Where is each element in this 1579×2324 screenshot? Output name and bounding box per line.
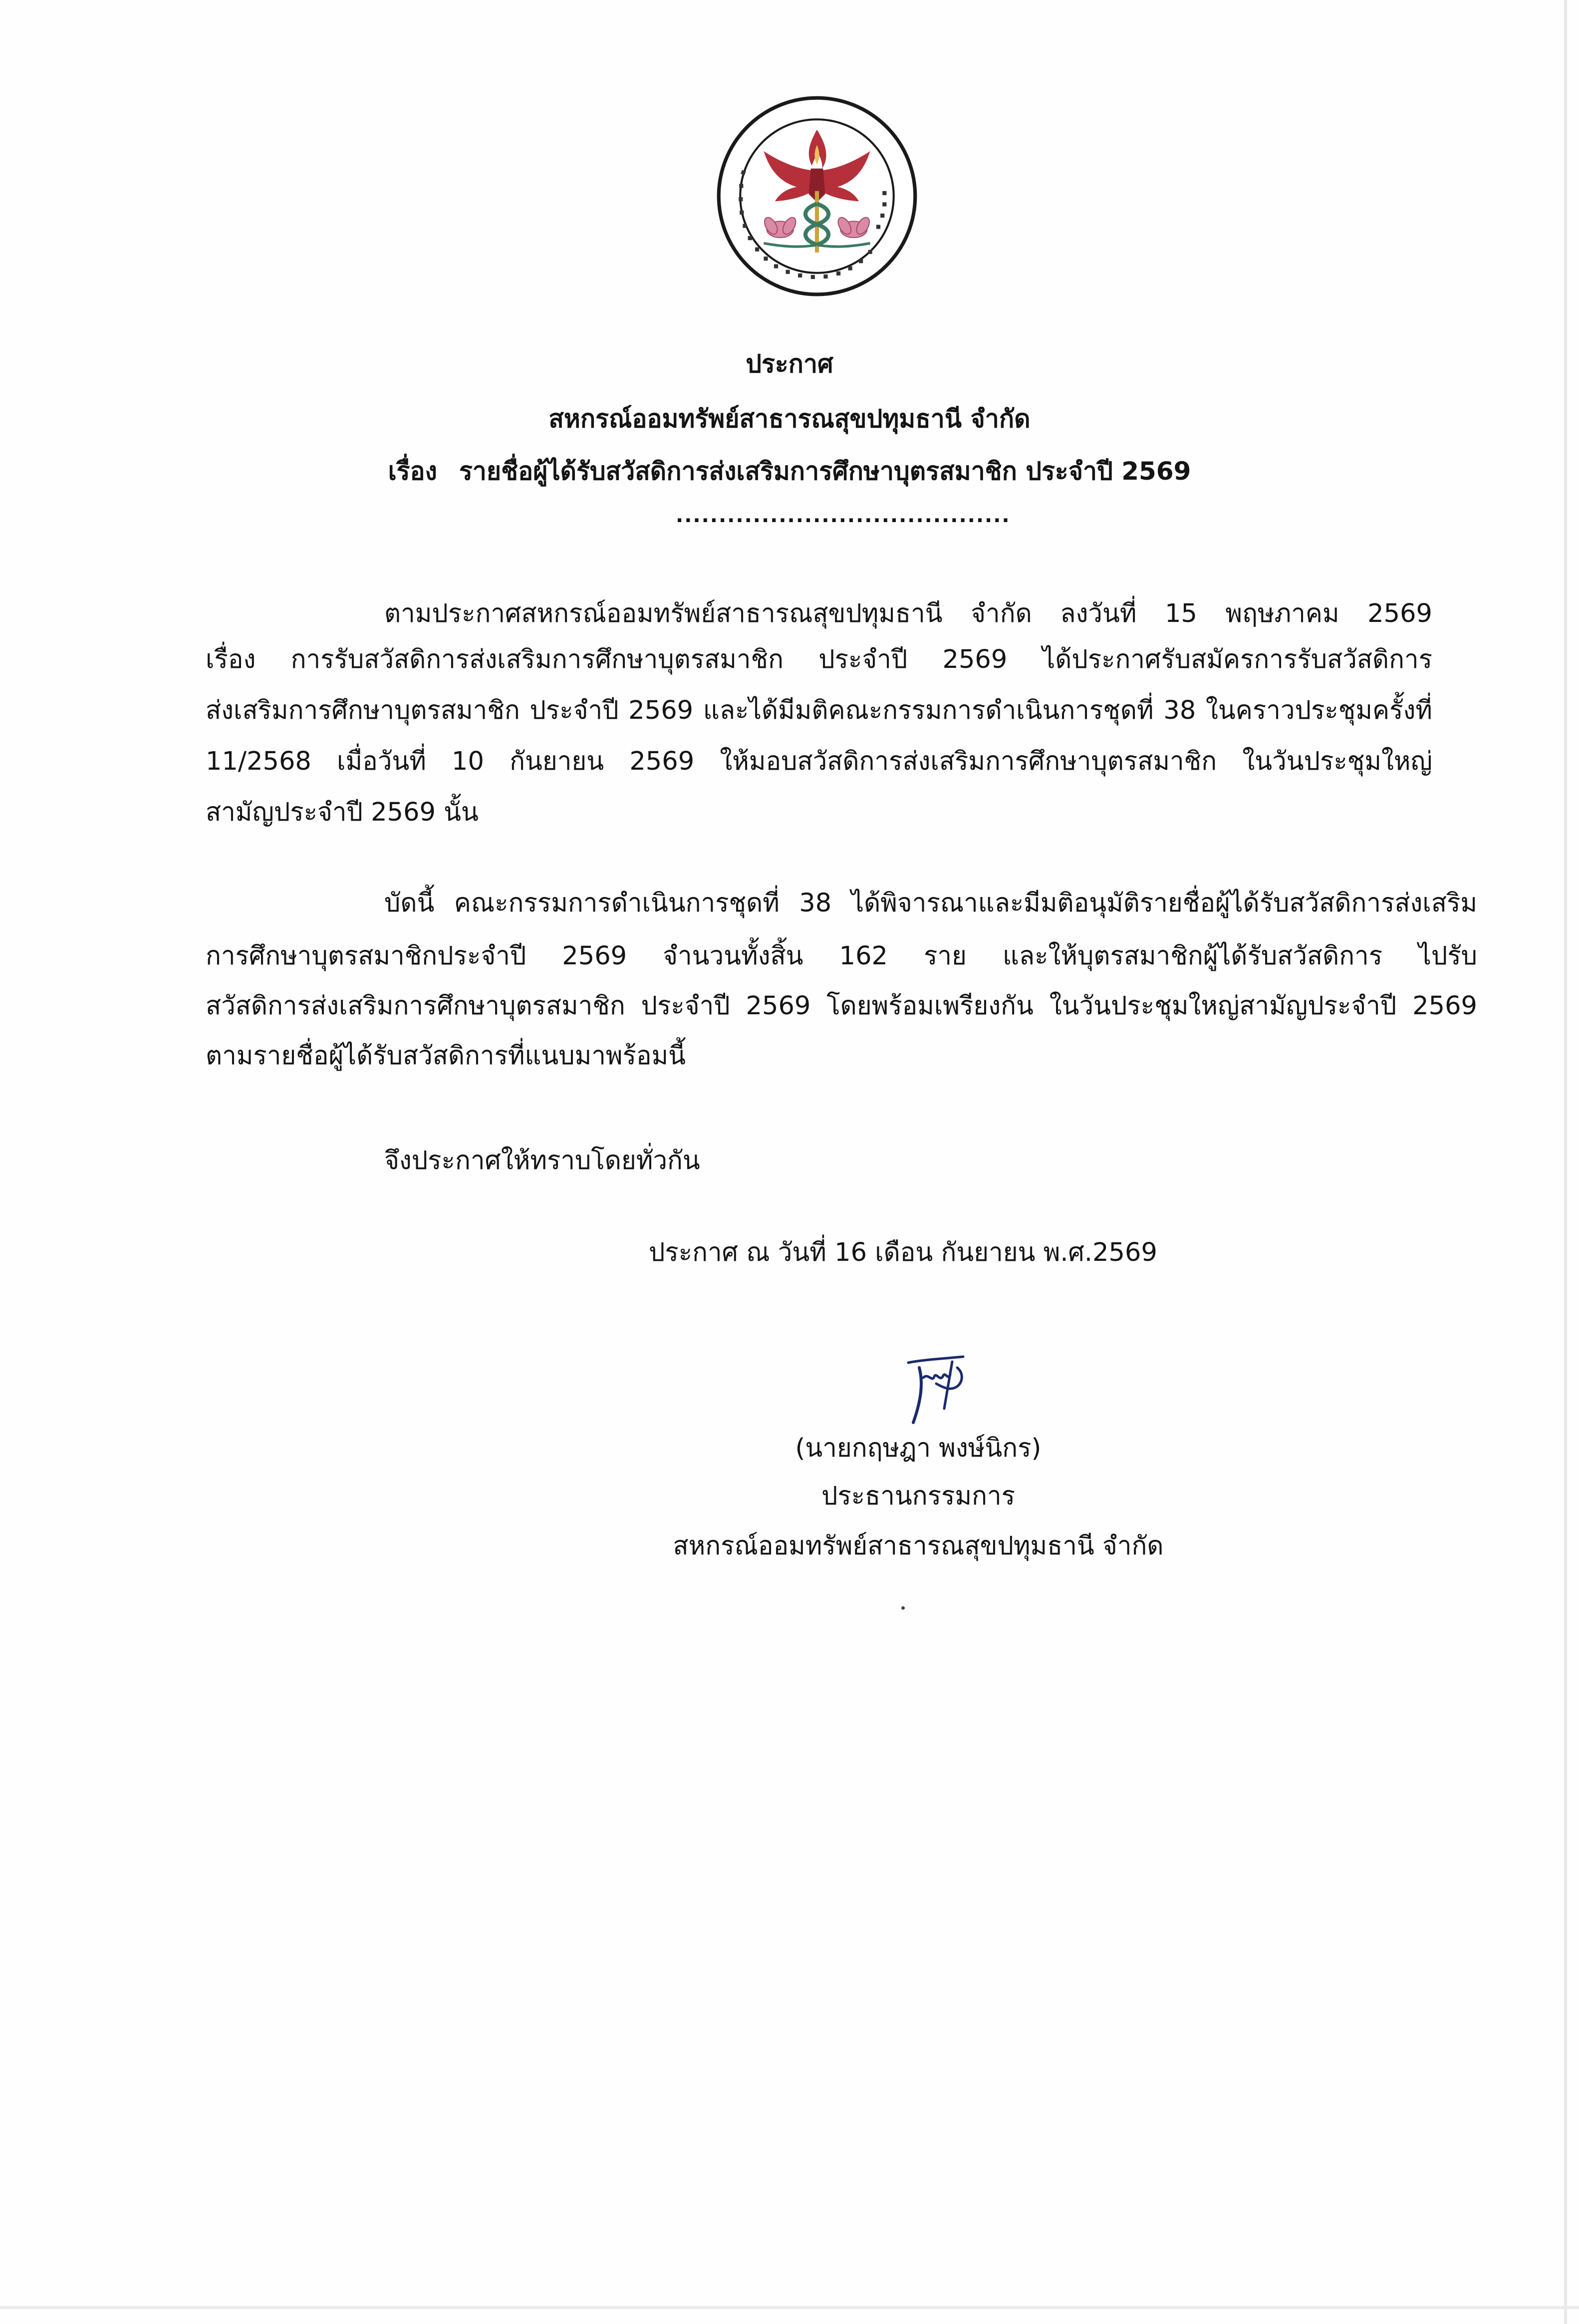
paragraph2-line: การศึกษาบุตรสมาชิกประจำปี 2569 จำนวนทั้งสิ้น 162 ราย และให้บุตรสมาชิกผู้ได้รับสวัสดิการ ไปรับ (206, 941, 1477, 971)
subject-text: รายชื่อผู้ได้รับสวัสดิการส่งเสริมการศึกษาบุตรสมาชิก ประจำปี 2569 (459, 457, 1191, 486)
subject-label: เรื่อง (388, 457, 437, 486)
paragraph2-line: ตามรายชื่อผู้ได้รับสวัสดิการที่แนบมาพร้อมนี้ (206, 1041, 686, 1071)
header-separator: ....................................... (676, 504, 1011, 527)
closing-line: จึงประกาศให้ทราบโดยทั่วกัน (384, 1146, 700, 1175)
page-edge-bottom (0, 2306, 1579, 2309)
paragraph1-line: สามัญประจำปี 2569 นั้น (206, 798, 479, 827)
signatory-organization: สหกรณ์ออมทรัพย์สาธารณสุขปทุมธานี จำกัด (673, 1531, 1164, 1561)
announcement-heading: ประกาศ (746, 349, 833, 378)
subject-heading (0, 452, 1579, 491)
paragraph2-line: สวัสดิการส่งเสริมการศึกษาบุตรสมาชิก ประจำปี 2569 โดยพร้อมเพรียงกัน ในวันประชุมใหญ่สามัญประจำปี 2569 (206, 991, 1477, 1021)
emblem-logo (715, 94, 919, 298)
organization-heading: สหกรณ์ออมทรัพย์สาธารณสุขปทุมธานี จำกัด (548, 404, 1031, 433)
handwritten-signature (888, 1353, 978, 1428)
paragraph2-line: บัดนี้ คณะกรรมการดำเนินการชุดที่ 38 ได้พิจารณาและมีมติอนุมัติรายชื่อผู้ได้รับสวัสดิการส่งเสริม (384, 888, 1477, 918)
paragraph1-line: ตามประกาศสหกรณ์ออมทรัพย์สาธารณสุขปทุมธานี จำกัด ลงวันที่ 15 พฤษภาคม 2569 (384, 599, 1432, 628)
scan-speck (901, 1606, 905, 1610)
paragraph1-line: 11/2568 เมื่อวันที่ 10 กันยายน 2569 ให้มอบสวัสดิการส่งเสริมการศึกษาบุตรสมาชิก ในวันประชุมใหญ่ (206, 747, 1432, 776)
signatory-position: ประธานกรรมการ (821, 1481, 1015, 1511)
date-line: ประกาศ ณ วันที่ 16 เดือน กันยายน พ.ศ.2569 (649, 1238, 1157, 1267)
paragraph1-line: เรื่อง การรับสวัสดิการส่งเสริมการศึกษาบุตรสมาชิก ประจำปี 2569 ได้ประกาศรับสมัครการรับสวัสดิการ (206, 645, 1432, 674)
signatory-name: (นายกฤษฎา พงษ์นิกร) (795, 1434, 1042, 1463)
paragraph1-line: ส่งเสริมการศึกษาบุตรสมาชิก ประจำปี 2569 และได้มีมติคณะกรรมการดำเนินการชุดที่ 38 ในคราวประชุมครั้งที่ (206, 696, 1432, 725)
